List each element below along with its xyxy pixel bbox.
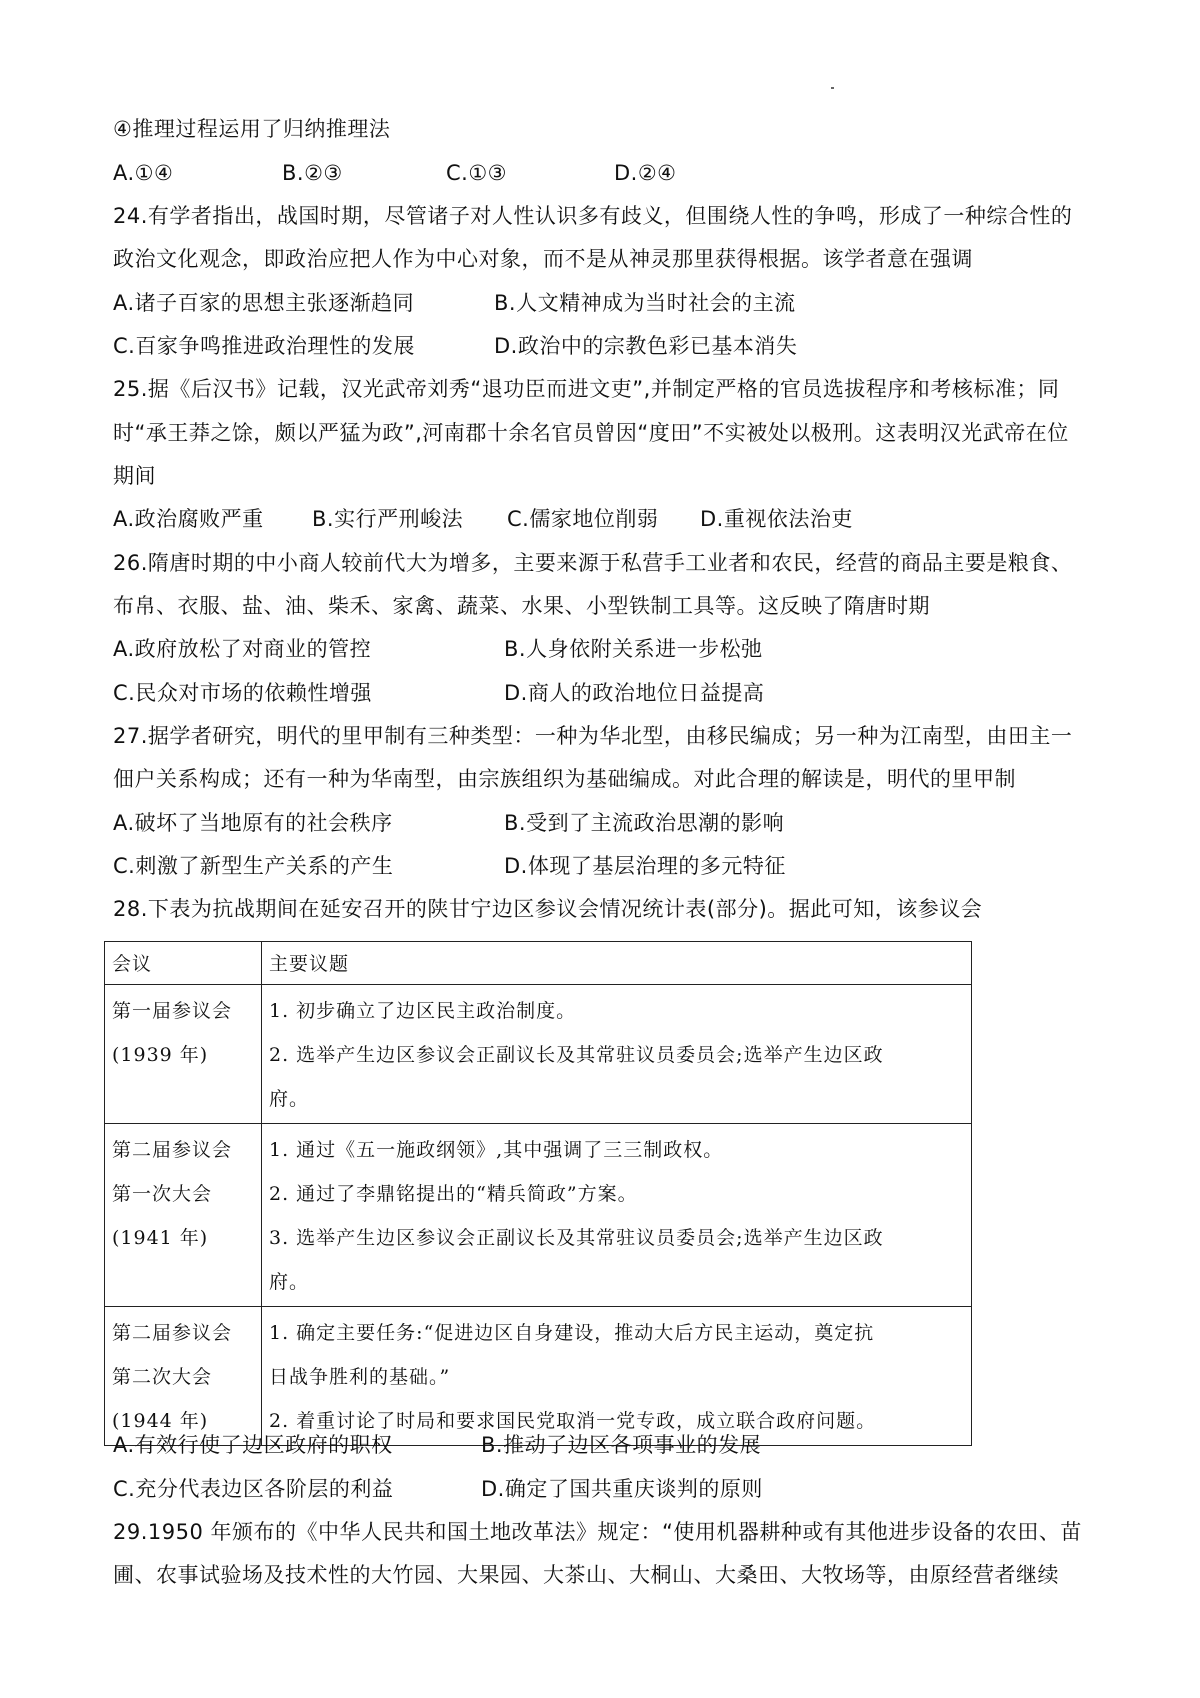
table-row [105, 985, 972, 1124]
q29-stem-line-2: 圃、农事试验场及技术性的大竹园、大果园、大茶山、大桐山、大桑田、大牧场等，由原经营者继续 [113, 1563, 1059, 1587]
q29-stem-line-1: 29.1950 年颁布的《中华人民共和国土地改革法》规定：“使用机器耕种或有其他进步设备的农田、苗 [113, 1520, 1082, 1544]
q26-stem-line-1: 26.隋唐时期的中小商人较前代大为增多，主要来源于私营手工业者和农民，经营的商品主要是粮食、 [113, 551, 1073, 575]
topics-cell [262, 1307, 972, 1446]
meeting-cell [105, 1307, 262, 1446]
meeting-cell [105, 1124, 262, 1307]
q28-stem: 28.下表为抗战期间在延安召开的陕甘宁边区参议会情况统计表(部分)。据此可知，该参议会 [113, 897, 983, 921]
topic-line: 3. 选举产生边区参议会正副议长及其常驻议员委员会;选举产生边区政 [269, 1227, 884, 1249]
q24-option-b[interactable]: B.人文精神成为当时社会的主流 [494, 291, 796, 315]
q24-stem-line-2: 政治文化观念，即政治应把人作为中心对象，而不是从神灵那里获得根据。该学者意在强调 [113, 247, 973, 271]
q27-stem-line-1: 27.据学者研究，明代的里甲制有三种类型：一种为华北型，由移民编成；另一种为江南型，由田主一 [113, 724, 1073, 748]
q26-option-d[interactable]: D.商人的政治地位日益提高 [504, 681, 765, 705]
q28-option-d[interactable]: D.确定了国共重庆谈判的原则 [481, 1477, 763, 1501]
meeting-line: 第二届参议会 [112, 1139, 233, 1161]
q24-option-c[interactable]: C.百家争鸣推进政治理性的发展 [113, 334, 415, 358]
q25-stem-line-1: 25.据《后汉书》记载，汉光武帝刘秀“退功臣而进文吏”,并制定严格的官员选拔程序和考核标准；同 [113, 377, 1060, 401]
table-header-topics: 主要议题 [262, 942, 972, 985]
q28-option-b[interactable]: B.推动了边区各项事业的发展 [481, 1433, 762, 1457]
q23-option-d[interactable]: D.②④ [614, 161, 677, 185]
table-row [105, 1307, 972, 1446]
q23-statement-4: ④推理过程运用了归纳推理法 [113, 117, 391, 141]
topic-line: 2. 通过了李鼎铭提出的“精兵简政”方案。 [269, 1183, 638, 1205]
meeting-line: 第二届参议会 [112, 1322, 233, 1344]
topic-line: 日战争胜利的基础。” [269, 1366, 451, 1388]
q26-stem-line-2: 布帛、衣服、盐、油、柴禾、家禽、蔬菜、水果、小型铁制工具等。这反映了隋唐时期 [113, 594, 930, 618]
topic-line: 2. 选举产生边区参议会正副议长及其常驻议员委员会;选举产生边区政 [269, 1044, 884, 1066]
topic-line: 1. 初步确立了边区民主政治制度。 [269, 1000, 577, 1022]
q27-option-b[interactable]: B.受到了主流政治思潮的影响 [504, 811, 785, 835]
topics-cell [262, 1124, 972, 1307]
meeting-cell [105, 985, 262, 1124]
q25-option-b[interactable]: B.实行严刑峻法 [312, 507, 464, 531]
q24-stem-line-1: 24.有学者指出，战国时期，尽管诸子对人性认识多有歧义，但围绕人性的争鸣，形成了一种综合性的 [113, 204, 1073, 228]
q25-stem-line-3: 期间 [113, 464, 156, 488]
meeting-line: (1944 年) [112, 1410, 209, 1432]
q28-option-c[interactable]: C.充分代表边区各阶层的利益 [113, 1477, 394, 1501]
topic-line: 1. 确定主要任务:“促进边区自身建设，推动大后方民主运动，奠定抗 [269, 1322, 875, 1344]
q25-stem-line-2: 时“承王莽之馀，颇以严猛为政”,河南郡十余名官员曾因“度田”不实被处以极刑。这表明汉光武帝在位 [113, 421, 1069, 445]
meeting-line: 第一次大会 [112, 1183, 213, 1205]
meeting-line: 第二次大会 [112, 1366, 213, 1388]
meeting-line: (1941 年) [112, 1227, 209, 1249]
q24-option-d[interactable]: D.政治中的宗教色彩已基本消失 [494, 334, 798, 358]
q23-option-b[interactable]: B.②③ [282, 161, 343, 185]
q26-option-b[interactable]: B.人身依附关系进一步松弛 [504, 637, 763, 661]
q26-option-a[interactable]: A.政府放松了对商业的管控 [113, 637, 372, 661]
table-row [105, 1124, 972, 1307]
q27-option-c[interactable]: C.刺激了新型生产关系的产生 [113, 854, 394, 878]
topic-line: 2. 着重讨论了时局和要求国民党取消一党专政，成立联合政府问题。 [269, 1410, 877, 1432]
topics-cell [262, 985, 972, 1124]
q27-option-a[interactable]: A.破坏了当地原有的社会秩序 [113, 811, 393, 835]
table-header-row [105, 942, 972, 985]
q27-option-d[interactable]: D.体现了基层治理的多元特征 [504, 854, 786, 878]
topic-line: 府。 [269, 1088, 310, 1110]
topic-line: 1. 通过《五一施政纲领》,其中强调了三三制政权。 [269, 1139, 724, 1161]
table-header-meeting: 会议 [105, 942, 262, 985]
q24-option-a[interactable]: A.诸子百家的思想主张逐渐趋同 [113, 291, 415, 315]
q23-option-c[interactable]: C.①③ [446, 161, 507, 185]
topic-line: 府。 [269, 1271, 310, 1293]
q25-option-d[interactable]: D.重视依法治吏 [700, 507, 853, 531]
q25-option-c[interactable]: C.儒家地位削弱 [507, 507, 659, 531]
q26-option-c[interactable]: C.民众对市场的依赖性增强 [113, 681, 372, 705]
meeting-line: (1939 年) [112, 1044, 209, 1066]
q23-option-a[interactable]: A.①④ [113, 161, 174, 185]
meeting-line: 第一届参议会 [112, 1000, 233, 1022]
q27-stem-line-2: 佃户关系构成；还有一种为华南型，由宗族组织为基础编成。对此合理的解读是，明代的里甲制 [113, 767, 1016, 791]
q25-option-a[interactable]: A.政治腐败严重 [113, 507, 264, 531]
council-table [104, 941, 972, 1446]
q28-option-a[interactable]: A.有效行使了边区政府的职权 [113, 1433, 393, 1457]
scan-speck [831, 87, 834, 89]
